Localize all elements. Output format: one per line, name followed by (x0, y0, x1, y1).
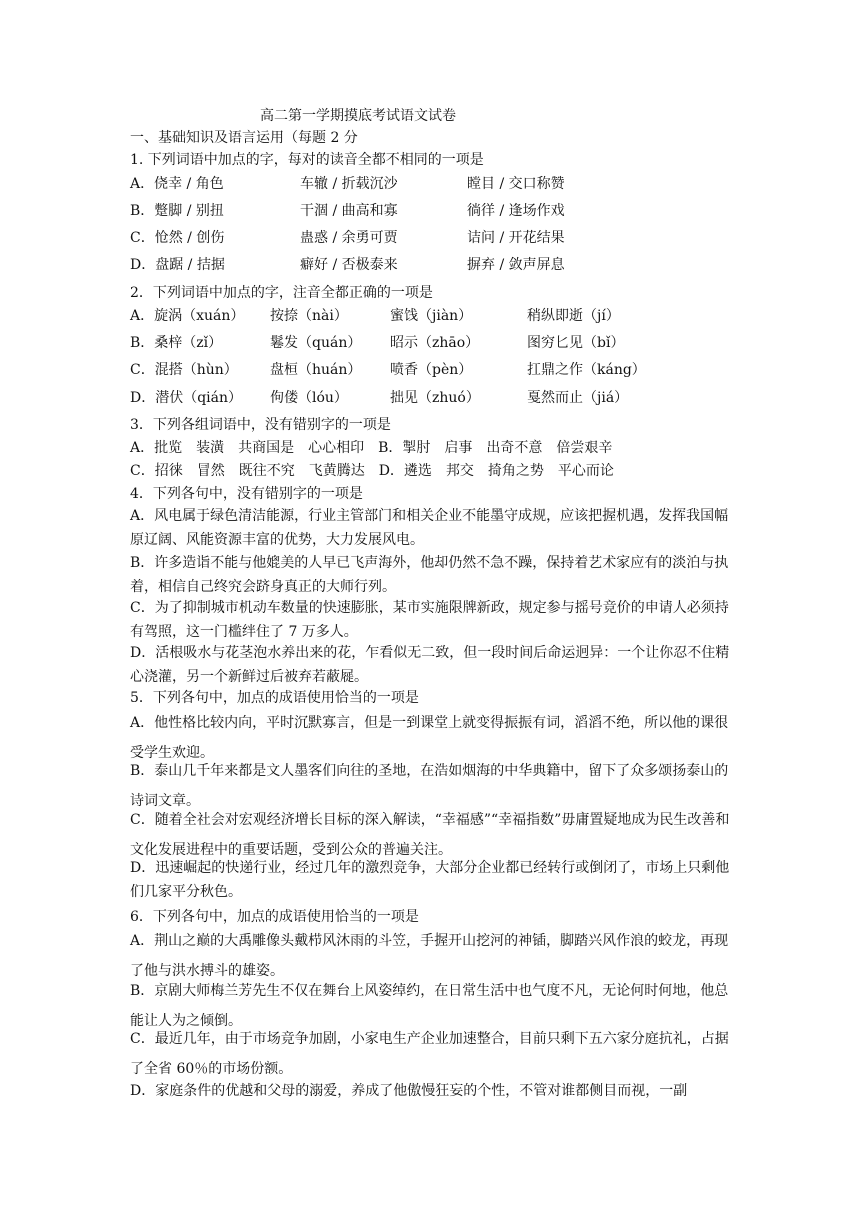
q1-a-1: A．侥幸 / 角色 (130, 176, 224, 192)
question-3-stem: 3．下列各组词语中，没有错别字的一项是 (130, 417, 391, 433)
q2-b-2: 鬈发（quán） (270, 335, 362, 351)
q1-b-3: 徜徉 / 逢场作戏 (467, 203, 565, 219)
q6-option-a: A．荆山之巅的大禹雕像头戴栉风沐雨的斗笠，手握开山挖河的神锸，脚踏兴风作浪的蛟龙，再现了他与洪水搏斗的雄姿。 (130, 933, 729, 979)
q2-a-3: 蜜饯（jiàn） (390, 308, 473, 324)
question-1-stem: 1. 下列词语中加点的字，每对的读音全都不相同的一项是 (130, 152, 484, 168)
q4-option-d: D．活根吸水与花茎泡水养出来的花，乍看似无二致，但一段时间后命运迥异：一个让你忍不住精心浇灌，另一个新鲜过后被弃若蔽屣。 (130, 645, 730, 685)
q5-option-d: D．迅速崛起的快递行业，经过几年的激烈竞争，大部分企业都已经转行或倒闭了，市场上只剩他们几家平分秋色。 (130, 860, 730, 900)
q2-b-3: 昭示（zhāo） (390, 335, 480, 351)
q2-d-4: 戛然而止（jiá） (527, 390, 629, 406)
q2-a-4: 稍纵即逝（jí） (527, 308, 620, 324)
q3-options-ab: A．批览 装潢 共商国是 心心相印 B．掣肘 启事 出奇不意 倍尝艰辛 (130, 440, 613, 456)
question-4-stem: 4．下列各句中，没有错别字的一项是 (130, 486, 363, 502)
q2-c-4: 扛鼎之作（káng） (527, 362, 646, 378)
q2-d-2: 佝偻（lóu） (270, 390, 348, 406)
q3-options-cd: C．招徕 冒然 既往不究 飞黄腾达 D．遴选 邦交 掎角之势 平心而论 (130, 463, 614, 479)
page-title: 高二第一学期摸底考试语文试卷 (260, 108, 456, 124)
q6-option-b: B．京剧大师梅兰芳先生不仅在舞台上风姿绰约，在日常生活中也气度不凡，无论何时何地，他总能让人为之倾倒。 (130, 983, 729, 1029)
q2-b-1: B．桑梓（zǐ） (130, 335, 223, 351)
q2-b-4: 图穷匕见（bǐ） (527, 335, 625, 351)
q1-d-2: 癖好 / 否极泰来 (300, 257, 398, 273)
q1-c-2: 蛊惑 / 余勇可贾 (300, 230, 398, 246)
q1-a-2: 车辙 / 折载沉沙 (300, 176, 398, 192)
q1-b-2: 干涸 / 曲高和寡 (300, 203, 398, 219)
q1-d-1: D．盘踞 / 拮据 (130, 257, 225, 273)
q2-a-1: A．旋涡（xuán） (130, 308, 245, 324)
q2-c-2: 盘桓（huán） (270, 362, 362, 378)
q2-c-3: 喷香（pèn） (390, 362, 473, 378)
q2-c-1: C．混搭（hùn） (130, 362, 238, 378)
section-heading: 一、基础知识及语言运用（每题 2 分 (130, 130, 358, 146)
question-6-stem: 6．下列各句中，加点的成语使用恰当的一项是 (130, 909, 419, 925)
q5-option-a: A．他性格比较内向，平时沉默寡言，但是一到课堂上就变得振振有词，滔滔不绝，所以他的课很受学生欢迎。 (130, 715, 729, 761)
q6-option-d: D．家庭条件的优越和父母的溺爱，养成了他傲慢狂妄的个性，不管对谁都侧目而视，一副 (130, 1083, 688, 1099)
q2-a-2: 按捺（nài） (270, 308, 348, 324)
q5-option-b: B．泰山几千年来都是文人墨客们向往的圣地，在浩如烟海的中华典籍中，留下了众多颂扬泰山的诗词文章。 (130, 763, 729, 809)
q1-c-1: C．怆然 / 创伤 (130, 230, 225, 246)
q1-b-1: B．蹩脚 / 别扭 (130, 203, 224, 219)
q4-option-b: B．许多造诣不能与他媲美的人早已飞声海外，他却仍然不急不躁，保持着艺术家应有的淡泊与执着，相信自己终究会跻身真正的大师行列。 (130, 555, 729, 595)
q4-option-c: C．为了抑制城市机动车数量的快速膨胀，某市实施限牌新政，规定参与摇号竞价的申请人必须持有驾照，这一门槛绊住了 7 万多人。 (130, 600, 729, 640)
q6-option-c: C．最近几年，由于市场竞争加剧，小家电生产企业加速整合，目前只剩下五六家分庭抗礼，占据了全省 60％的市场份额。 (130, 1031, 729, 1077)
q1-d-3: 摒弃 / 敛声屏息 (467, 257, 565, 273)
question-5-stem: 5．下列各句中，加点的成语使用恰当的一项是 (130, 690, 419, 706)
q4-option-a: A．风电属于绿色清洁能源，行业主管部门和相关企业不能墨守成规，应该把握机遇，发挥我国幅原辽阔、风能资源丰富的优势，大力发展风电。 (130, 508, 729, 548)
q5-option-c: C．随着全社会对宏观经济增长目标的深入解读，“幸福感”“幸福指数”毋庸置疑地成为民生改善和文化发展进程中的重要话题，受到公众的普遍关注。 (130, 812, 730, 858)
q1-a-3: 瞠目 / 交口称赞 (467, 176, 565, 192)
q2-d-3: 拙见（zhuó） (390, 390, 480, 406)
question-2-stem: 2．下列词语中加点的字，注音全都正确的一项是 (130, 285, 433, 301)
q1-c-3: 诘问 / 开花结果 (467, 230, 565, 246)
q2-d-1: D．潜伏（qián） (130, 390, 243, 406)
